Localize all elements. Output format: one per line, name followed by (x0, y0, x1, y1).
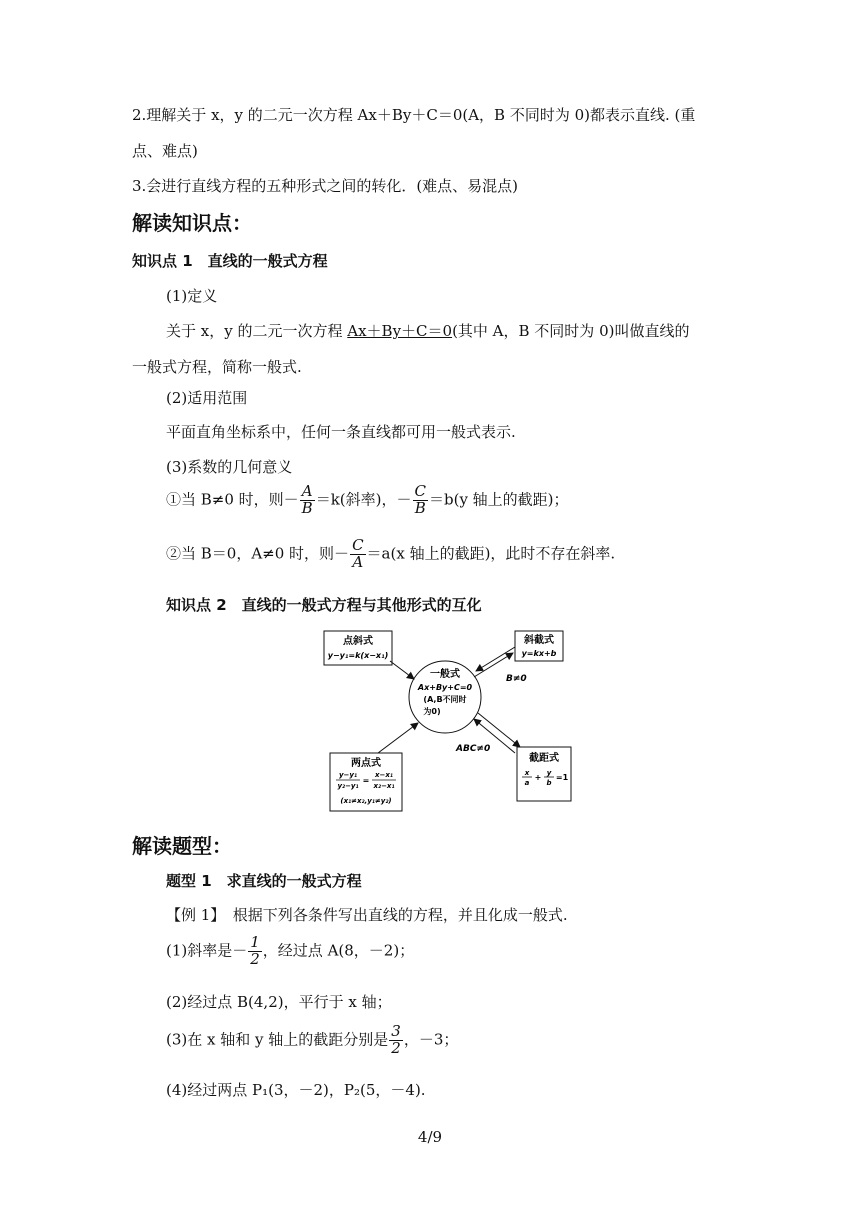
general-condition-1: (A,B不同时 (423, 695, 467, 704)
question-3 (166, 1024, 458, 1057)
label-b-neq-0: B≠0 (506, 674, 527, 684)
q1-text-b: ，经过点 A(8，－2)； (262, 941, 415, 960)
definition-label: (1)定义 (166, 287, 218, 305)
fraction-den: B (301, 498, 313, 517)
intercept-title: 截距式 (529, 753, 559, 764)
fraction-num: C (414, 482, 426, 500)
fraction-den: A (352, 552, 364, 571)
question-2: (2)经过点 B(4,2)，平行于 x 轴； (166, 993, 392, 1011)
arrow-general-to-intercept (478, 713, 520, 747)
general-condition-2: 为0) (423, 707, 441, 716)
arrow-point-slope-to-general (390, 661, 414, 679)
heading-types: 解读题型： (132, 834, 232, 858)
general-title: 一般式 (430, 669, 460, 680)
arrow-slope-int-to-general (476, 647, 515, 671)
example-1: 【例 1】 根据下列各条件写出直线的方程，并且化成一般式. (166, 906, 568, 924)
intercept-x: x (524, 769, 530, 777)
svg-text:+: + (534, 773, 542, 782)
question-1 (166, 935, 414, 968)
fraction-den: B (414, 498, 426, 517)
fraction-num: C (352, 536, 364, 554)
point-slope-box (324, 631, 392, 665)
range-text: 平面直角坐标系中，任何一条直线都可用一般式表示. (166, 423, 516, 441)
coefficient-case-2 (166, 538, 615, 571)
case2-text-b: ＝a(x 轴上的截距)，此时不存在斜率. (366, 544, 616, 563)
intercept-b: b (546, 779, 552, 787)
kp1-title: 知识点 1 直线的一般式方程 (132, 252, 328, 270)
two-point-right-den: x₂−x₁ (373, 782, 395, 790)
q3-text-b: ，－3； (403, 1030, 459, 1049)
label-abc-neq-0: ABC≠0 (456, 744, 491, 754)
slope-intercept-box (515, 631, 563, 661)
fraction-three-halves (389, 1024, 403, 1057)
two-point-left-den: y₂−y₁ (337, 782, 359, 790)
intercept-y: y (546, 769, 552, 777)
kp2-title: 知识点 2 直线的一般式方程与其他形式的互化 (166, 596, 482, 614)
two-point-title: 两点式 (351, 758, 381, 769)
q1-text-a: (1)斜率是－ (166, 941, 248, 960)
svg-text:=: = (362, 776, 370, 785)
intercept-a: a (524, 779, 530, 787)
coefficient-case-1 (166, 484, 569, 517)
slope-intercept-title: 斜截式 (524, 635, 554, 646)
slope-intercept-equation: y=kx+b (521, 649, 557, 658)
intercept-box (517, 747, 571, 801)
definition-text (166, 320, 689, 341)
type1-title: 题型 1 求直线的一般式方程 (166, 872, 362, 890)
fraction-den: 2 (391, 1038, 401, 1057)
two-point-left-num: y−y₁ (338, 771, 358, 779)
point-slope-equation: y−y₁=k(x−x₁) (327, 651, 389, 660)
intercept-rhs: =1 (555, 773, 569, 782)
general-equation-underlined: Ax＋By＋C＝0 (347, 322, 453, 340)
page-number: 4/9 (417, 1128, 443, 1146)
question-4: (4)经过两点 P₁(3，－2)，P₂(5，－4). (166, 1081, 426, 1099)
case2-text-a: ②当 B＝0，A≠0 时，则－ (166, 544, 350, 563)
two-point-box (330, 753, 402, 811)
objective-2-cont: 点、难点) (132, 142, 198, 160)
fraction-num: 3 (391, 1022, 401, 1040)
fraction-num: A (300, 484, 315, 501)
objective-2: 2.理解关于 x，y 的二元一次方程 Ax＋By＋C＝0(A，B 不同时为 0)都表示直线. (重 (132, 106, 696, 124)
fraction-num: 1 (250, 933, 260, 951)
objective-3: 3.会进行直线方程的五种形式之间的转化．(难点、易混点) (132, 177, 519, 195)
point-slope-title: 点斜式 (343, 636, 373, 647)
fraction-c-over-a (350, 538, 365, 571)
arrow-two-point-to-general (378, 723, 418, 753)
coefficient-label: (3)系数的几何意义 (166, 458, 293, 476)
case1-text-b: ＝k(斜率)，－ (315, 490, 412, 509)
two-point-condition: (x₁≠x₂,y₁≠y₂) (340, 797, 392, 805)
range-label: (2)适用范围 (166, 389, 248, 407)
fraction-a-over-b (300, 484, 315, 517)
q3-text-a: (3)在 x 轴和 y 轴上的截距分别是 (166, 1030, 389, 1049)
two-point-right-num: x−x₁ (375, 771, 393, 779)
line-forms-diagram (310, 625, 580, 820)
general-form-circle (409, 661, 481, 733)
case1-text-c: ＝b(y 轴上的截距)； (428, 490, 569, 509)
definition-text-cont: 一般式方程，简称一般式. (132, 358, 302, 376)
fraction-one-half (248, 935, 262, 968)
definition-text-b: (其中 A，B 不同时为 0)叫做直线的 (452, 322, 690, 340)
case1-text-a: ①当 B≠0 时，则－ (166, 490, 299, 509)
fraction-c-over-b (413, 484, 428, 517)
heading-knowledge: 解读知识点： (132, 211, 252, 235)
general-equation: Ax+By+C=0 (417, 683, 473, 692)
definition-text-a: 关于 x，y 的二元一次方程 (166, 322, 348, 340)
fraction-den: 2 (250, 949, 260, 968)
